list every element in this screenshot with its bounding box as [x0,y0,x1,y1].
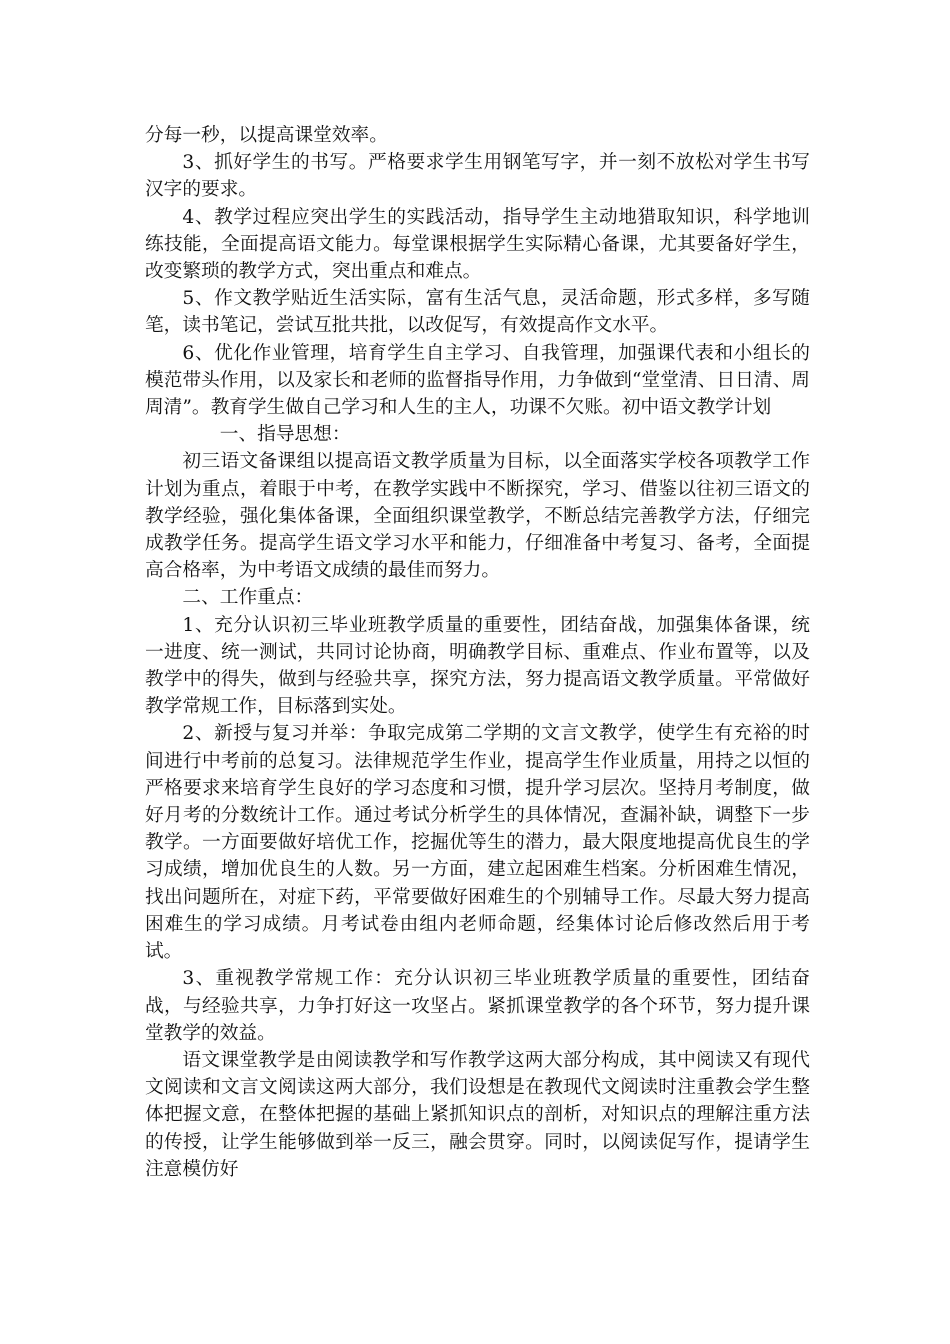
paragraph-2: 3、抓好学生的书写。严格要求学生用钢笔写字，并一刻不放松对学生书写汉字的要求。 [145,152,810,201]
paragraph-7: 1、充分认识初三毕业班教学质量的重要性，团结奋战，加强集体备课，统一进度、统一测试，共同讨论协商，明确教学目标、重难点、作业布置等，以及教学中的得失，做到与经验共享，探究方法，努力提高语文教学质量。平常做好教学常规工作，目标落到实处。 [145,614,810,718]
section-heading-1: 一、指导思想： [219,424,351,446]
paragraph-5: 6、优化作业管理，培育学生自主学习、自我管理，加强课代表和小组长的模范带头作用，以及家长和老师的监督指导作用，力争做到“堂堂清、日日清、周周清”。教育学生做自己学习和人生的主人，功课不欠账。初中语文教学计划 [145,342,810,419]
document-page [145,122,810,1183]
paragraph-10: 语文课堂教学是由阅读教学和写作教学这两大部分构成，其中阅读又有现代文阅读和文言文阅读这两大部分，我们设想是在教现代文阅读时注重教会学生整体把握文意，在整体把握的基础上紧抓知识点的剖析，对知识点的理解注重方法的传授，让学生能够做到举一反三，融会贯穿。同时，以阅读促写作，提请学生注意模仿好 [145,1049,810,1180]
paragraph-9: 3、重视教学常规工作：充分认识初三毕业班教学质量的重要性，团结奋战，与经验共享，力争打好这一攻坚占。紧抓课堂教学的各个环节，努力提升课堂教学的效益。 [145,968,810,1044]
paragraph-3: 4、教学过程应突出学生的实践活动，指导学生主动地猎取知识，科学地训练技能，全面提高语文能力。每堂课根据学生实际精心备课，尤其要备好学生，改变繁琐的教学方式，突出重点和难点。 [145,206,810,283]
section-heading-2: 二、工作重点： [182,587,314,609]
paragraph-6: 初三语文备课组以提高语文教学质量为目标，以全面落实学校各项教学工作计划为重点，着眼于中考，在教学实践中不断探究，学习、借鉴以往初三语文的教学经验，强化集体备课，全面组织课堂教学，不断总结完善教学方法，仔细完成教学任务。提高学生语文学习水平和能力，仔细准备中考复习、备考，全面提高合格率，为中考语文成绩的最佳而努力。 [145,451,810,582]
paragraph-1: 分每一秒，以提高课堂效率。 [145,125,388,146]
paragraph-4: 5、作文教学贴近生活实际，富有生活气息，灵活命题，形式多样，多写随笔，读书笔记，尝试互批共批，以改促写，有效提高作文水平。 [145,288,810,337]
paragraph-8: 2、新授与复习并举：争取完成第二学期的文言文教学，使学生有充裕的时间进行中考前的总复习。法律规范学生作业，提高学生作业质量，用持之以恒的严格要求来培育学生良好的学习态度和习惯，提升学习层次。坚持月考制度，做好月考的分数统计工作。通过考试分析学生的具体情况，查漏补缺，调整下一步教学。一方面要做好培优工作，挖掘优等生的潜力，最大限度地提高优良生的学习成绩，增加优良生的人数。另一方面，建立起困难生档案。分析困难生情况，找出问题所在，对症下药，平常要做好困难生的个别辅导工作。尽最大努力提高困难生的学习成绩。月考试卷由组内老师命题，经集体讨论后修改然后用于考试。 [145,723,810,963]
